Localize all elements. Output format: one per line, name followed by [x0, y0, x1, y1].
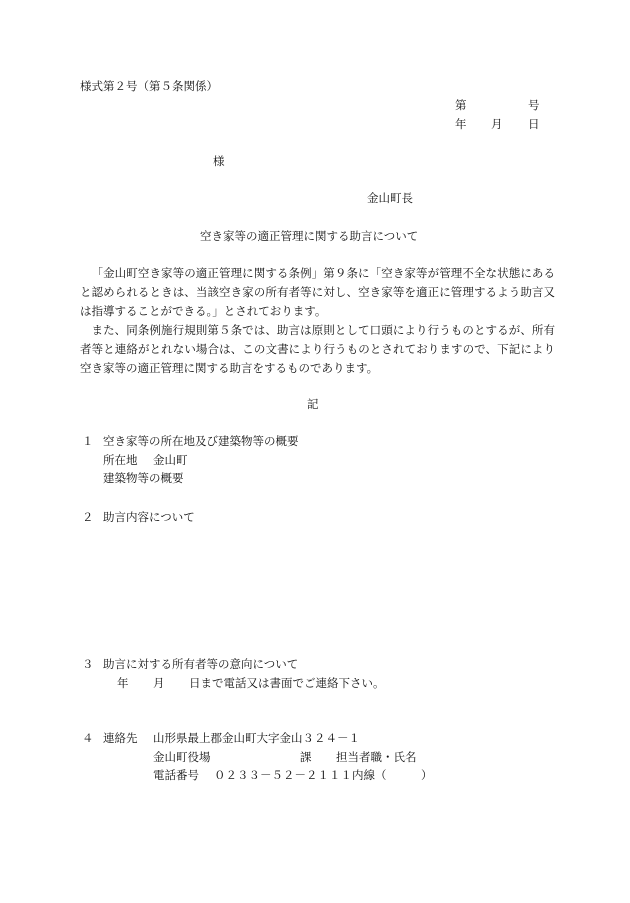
section2-number: ２ — [82, 510, 94, 524]
body-paragraph-2: また、同条例施行規則第５条では、助言は原則として口頭により行うものとするが、所有者等と連絡がとれない場合は、この文書により行うものとされておりますので、下記により空き家等の適正管理に関する助言をするものであります。 — [80, 323, 555, 375]
date-day: 日 — [528, 117, 540, 131]
contact-ka: 課 — [300, 750, 312, 764]
section3-title: 助言に対する所有者等の意向について — [103, 657, 299, 671]
deadline-text: 日まで電話又は書面でご連絡下さい。 — [189, 676, 385, 690]
contact-address: 山形県最上郡金山町大字金山３２４－１ — [153, 731, 360, 745]
contact-person: 担当者職・氏名 — [336, 750, 417, 764]
doc-number-suffix: 号 — [528, 98, 540, 112]
deadline-year: 年 — [117, 676, 129, 690]
section1-title: 空き家等の所在地及び建築物等の概要 — [103, 434, 299, 448]
deadline-month: 月 — [153, 676, 165, 690]
phone-number: ０２３３－５２－２１１１内線（ ） — [214, 768, 433, 782]
sender-name: 金山町長 — [367, 191, 413, 205]
addressee-suffix: 様 — [213, 154, 225, 168]
section1-number: １ — [82, 434, 94, 448]
doc-number-prefix: 第 — [455, 98, 467, 112]
date-month: 月 — [491, 117, 503, 131]
body-text — [80, 264, 555, 378]
location-label: 所在地 — [103, 453, 138, 467]
section2-title: 助言内容について — [103, 510, 195, 524]
phone-label: 電話番号 — [153, 768, 199, 782]
date-year: 年 — [455, 117, 467, 131]
section3-number: ３ — [82, 657, 94, 671]
body-paragraph-1: 「金山町空き家等の適正管理に関する条例」第９条に「空き家等が管理不全な状態にあると認められるときは、当該空き家の所有者等に対し、空き家等を適正に管理するよう助言又は指導することができる。」とされております。 — [80, 266, 555, 318]
ki-heading: 記 — [307, 397, 319, 411]
form-label: 様式第２号（第５条関係） — [80, 79, 218, 93]
document-title: 空き家等の適正管理に関する助言について — [200, 229, 419, 243]
contact-office: 金山町役場 — [153, 750, 211, 764]
location-value: 金山町 — [153, 453, 188, 467]
building-overview-label: 建築物等の概要 — [103, 471, 184, 485]
contact-label: 連絡先 — [103, 731, 138, 745]
section4-number: ４ — [82, 731, 94, 745]
